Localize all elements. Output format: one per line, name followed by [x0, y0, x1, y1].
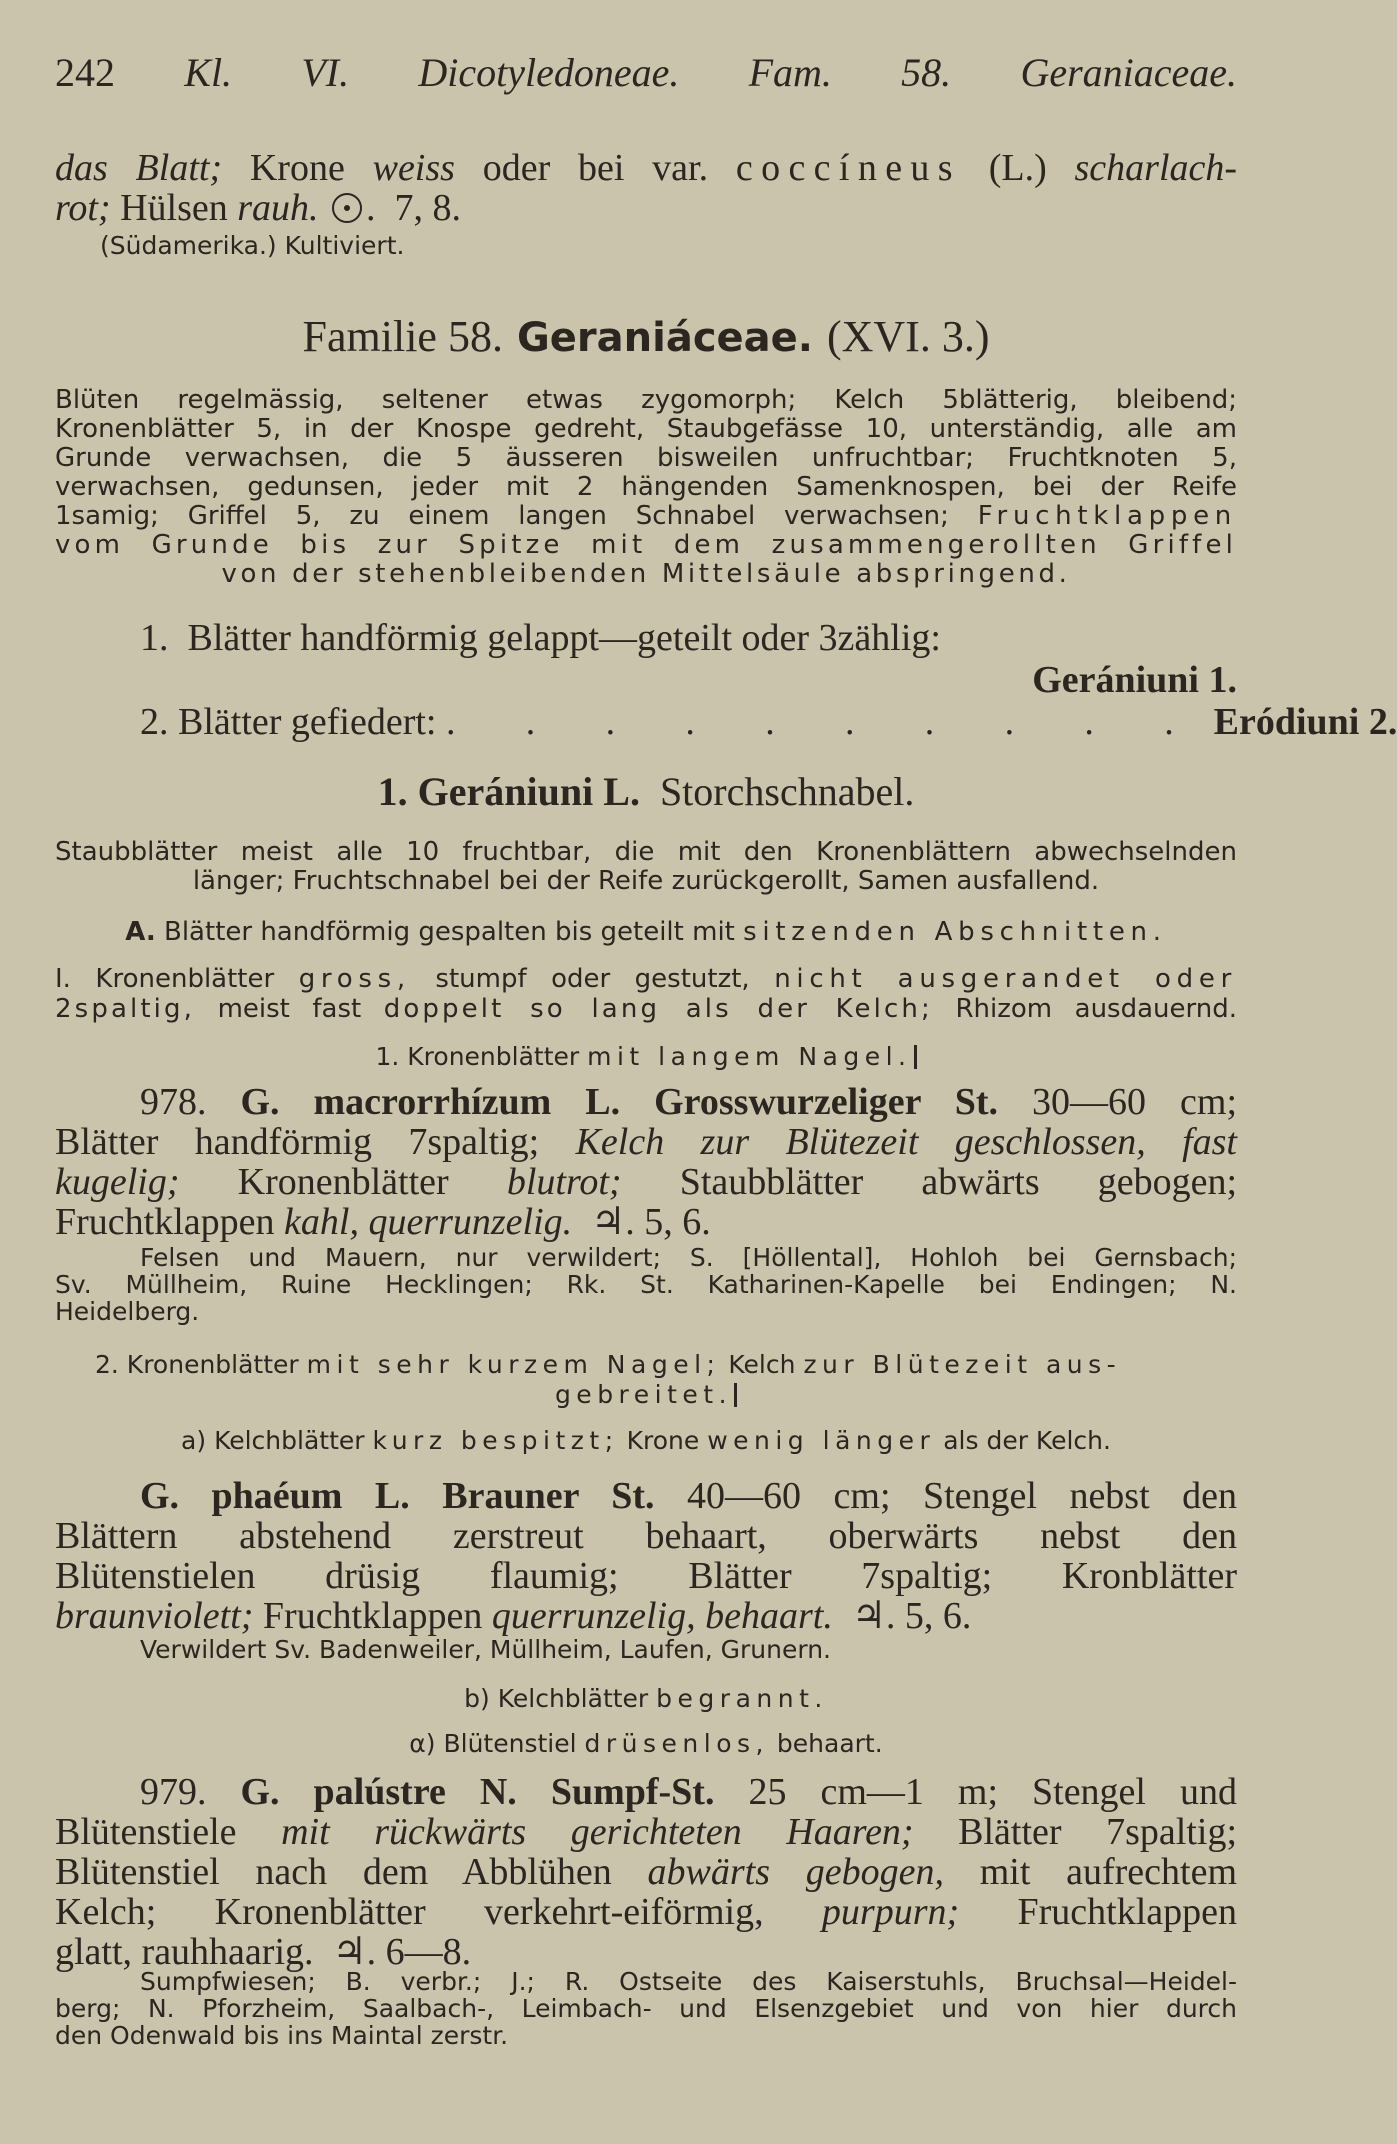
text-fragment: Kelch; Kronenblätter verkehrt-eiförmig,: [55, 1891, 764, 1933]
text-fragment: Krone: [249, 147, 345, 189]
flowering-months: ♃. 5, 6.: [591, 1201, 711, 1243]
text-fragment: mit sehr kurzem Nagel;: [306, 1350, 721, 1379]
header-division: Dicotyledoneae.: [418, 50, 680, 95]
species-common-name: Grosswurzeliger St.: [654, 1081, 999, 1123]
text-fragment: mit rückwärts gerichteten Haaren;: [281, 1811, 914, 1853]
species-979-localities: [55, 1968, 1237, 2049]
subsection-b: [55, 1684, 1237, 1714]
variety-name: coccíneus: [735, 147, 961, 189]
locality-line: Heidelberg.: [55, 1297, 200, 1326]
species-978-localities: [55, 1244, 1237, 1325]
text-line: Blütenstielen drüsig flaumig; Blätter 7spaltig; Kronblätter: [55, 1555, 1237, 1597]
page-number: 242: [55, 50, 115, 95]
text-fragment: 2spaltig,: [55, 994, 196, 1024]
text-fragment: b) Kelchblätter: [464, 1684, 649, 1713]
family-description: [55, 386, 1237, 589]
text-fragment: glatt, rauhhaarig.: [55, 1931, 314, 1973]
description-line: Fruchtklappen: [977, 501, 1238, 531]
key-leader-dots: . . . . . . . . . .: [446, 701, 1205, 743]
subsection-text: 1. Kronenblätter: [375, 1042, 580, 1071]
text-fragment: Hülsen: [120, 187, 228, 229]
text-fragment: a) Kelchblätter: [181, 1426, 365, 1455]
species-name: G. macrorrhízum L.: [240, 1081, 621, 1123]
subsection-alpha: [55, 1729, 1237, 1759]
section-a: [55, 917, 1237, 947]
text-fragment: α) Blütenstiel: [409, 1729, 577, 1758]
text-fragment: nicht ausgerandet oder: [774, 964, 1238, 994]
text-fragment: Blätter handförmig 7spaltig;: [55, 1121, 540, 1163]
annual-symbol-icon: [332, 193, 362, 223]
locality-line: berg; N. Pforzheim, Saalbach-, Leimbach- und Elsenzgebiet und von hier durch: [55, 1994, 1237, 2023]
section-emphasis: sitzenden Abschnitten.: [743, 917, 1167, 947]
key-text: Blätter handförmig gelappt—geteilt oder 3zählig:: [187, 617, 941, 659]
section-i: [55, 964, 1237, 1024]
species-phaeum-localities: [55, 1636, 1237, 1663]
genus-name: 1. Gerániuni L.: [377, 769, 640, 814]
text-fragment: wenig länger: [707, 1426, 936, 1455]
text-fragment: 2. Kronenblätter: [95, 1350, 299, 1379]
species-common-name: Brauner St.: [442, 1475, 655, 1517]
key-number: 2.: [140, 701, 169, 743]
locality-line: Sv. Müllheim, Ruine Hecklingen; Rk. St. Katharinen-Kapelle bei Endingen; N.: [55, 1270, 1237, 1299]
text-fragment: blutrot;: [506, 1161, 622, 1203]
flowering-months: ♃. 5, 6.: [851, 1595, 972, 1637]
text-fragment: meist fast: [217, 994, 362, 1024]
text-fragment: Kelch zur Blütezeit geschlossen, fast: [575, 1121, 1237, 1163]
locality-line: Felsen und Mauern, nur verwildert; S. [Höllental], Hohloh bei Gernsbach;: [140, 1243, 1237, 1272]
subsection-emphasis: mit langem Nagel.: [587, 1042, 912, 1071]
genus-common-name: Storchschnabel.: [659, 769, 915, 814]
species-phaeum: [55, 1476, 1237, 1636]
text-fragment: rot;: [55, 187, 111, 229]
locality-line: Verwildert Sv. Badenweiler, Müllheim, Laufen, Grunern.: [140, 1635, 831, 1664]
text-fragment: Fruchtklappen: [55, 1201, 275, 1243]
subsection-2: [55, 1350, 1237, 1410]
description-line: länger; Fruchtschnabel bei der Reife zurückgerollt, Samen ausfallend.: [192, 866, 1100, 896]
species-name: G. palústre N.: [240, 1771, 517, 1813]
family-name: Geraniáceae.: [516, 315, 813, 361]
header-family-name: Geraniaceae.: [1020, 50, 1238, 95]
family-prefix: Familie 58.: [302, 312, 503, 361]
text-fragment: Staubblätter abwärts gebogen;: [679, 1161, 1238, 1203]
text-fragment: Blütenstiele: [55, 1811, 237, 1853]
species-979: [55, 1772, 1237, 1972]
text-fragment: braunviolett;: [55, 1595, 254, 1637]
flowering-months: 7, 8.: [394, 187, 462, 229]
key-number: 1.: [140, 617, 169, 659]
text-fragment: behaart.: [776, 1729, 883, 1758]
text-fragment: zur Blütezeit aus-: [803, 1350, 1122, 1379]
key-genus: Eródiuni 2.: [1213, 701, 1397, 743]
description-line: Staubblätter meist alle 10 fruchtbar, die mit den Kronenblättern abwechselnden: [55, 837, 1237, 867]
text-fragment: Kelch: [728, 1350, 796, 1379]
species-size: 25 cm—1 m; Stengel und: [748, 1771, 1237, 1813]
distribution-note: (Südamerika.) Kultiviert.: [100, 231, 405, 260]
text-fragment: Kronenblätter: [237, 1161, 449, 1203]
section-label: A.: [125, 917, 156, 947]
text-fragment: Krone: [626, 1426, 700, 1455]
description-line: Kronenblätter 5, in der Knospe gedreht, Staubgefässe 10, unterständig, alle am: [55, 414, 1237, 444]
species-size: 30—60 cm;: [1032, 1081, 1237, 1123]
carryover-note: [100, 232, 1200, 259]
text-fragment: (L.): [988, 147, 1047, 189]
species-common-name: Sumpf-St.: [550, 1771, 715, 1813]
family-number: (XVI. 3.): [826, 312, 990, 361]
genus-description: [55, 838, 1237, 896]
text-fragment: stumpf oder gestutzt,: [435, 964, 750, 994]
description-line: Grunde verwachsen, die 5 äusseren bisweilen unfruchtbar; Fruchtknoten 5,: [55, 443, 1237, 473]
description-line: 1samig; Griffel 5, zu einem langen Schnabel verwachsen;: [55, 501, 949, 531]
text-fragment: weiss: [372, 147, 455, 189]
species-number: 979.: [140, 1771, 207, 1813]
family-heading: [55, 312, 1237, 363]
species-978: [55, 1082, 1237, 1242]
text-fragment: I. Kronenblätter: [55, 964, 275, 994]
key-genus: Gerániuni 1.: [1032, 659, 1237, 701]
genus-heading: [55, 768, 1237, 816]
text-fragment: als der Kelch.: [943, 1426, 1111, 1455]
description-line: von der stehenbleibenden Mittelsäule abspringend.: [221, 559, 1071, 589]
text-fragment: Fruchtklappen: [262, 1595, 483, 1637]
section-text: Blätter handförmig gespalten bis geteilt mit: [164, 917, 735, 947]
subsection-a: [55, 1426, 1237, 1456]
text-fragment: mit aufrechtem: [979, 1851, 1237, 1893]
text-fragment: kurz bespitzt;: [372, 1426, 619, 1455]
key-text: Blätter gefiedert:: [178, 701, 437, 743]
text-fragment: kugelig;: [55, 1161, 180, 1203]
margin-mark-icon: [734, 1383, 737, 1407]
text-fragment: doppelt so lang als der Kelch;: [383, 994, 933, 1024]
text-fragment: kahl, querrunzelig.: [284, 1201, 573, 1243]
carryover-text: das Blatt; Krone weiss oder bei var. coccíneus (L.) scharlach- rot; Hülsen rauh. . 7, 8.: [55, 147, 1238, 229]
text-line: Blättern abstehend zerstreut behaart, oberwärts nebst den: [55, 1515, 1237, 1557]
text-fragment: drüsenlos,: [584, 1729, 769, 1758]
description-line: vom Grunde bis zur Spitze mit dem zusammengerollten Griffel: [55, 530, 1237, 560]
text-fragment: purpurn;: [821, 1891, 960, 1933]
text-fragment: Blätter 7spaltig;: [958, 1811, 1238, 1853]
header-family: Fam. 58.: [748, 50, 952, 95]
text-fragment: abwärts gebogen,: [647, 1851, 944, 1893]
description-line: Blüten regelmässig, seltener etwas zygomorph; Kelch 5blätterig, bleibend;: [55, 385, 1237, 415]
text-fragment: Rhizom ausdauernd.: [955, 994, 1237, 1024]
text-fragment: das Blatt;: [55, 147, 223, 189]
margin-mark-icon: [914, 1045, 917, 1069]
locality-line: den Odenwald bis ins Maintal zerstr.: [55, 2021, 509, 2050]
genus-key: [55, 617, 1397, 743]
text-fragment: oder bei var.: [482, 147, 709, 189]
text-fragment: gebreitet.: [554, 1380, 733, 1409]
subsection-1: [55, 1042, 1237, 1072]
running-header: [55, 48, 1237, 98]
locality-line: Sumpfwiesen; B. verbr.; J.; R. Ostseite des Kaiserstuhls, Bruchsal—Heidel-: [140, 1967, 1237, 1996]
header-class: Kl. VI.: [184, 50, 350, 95]
text-fragment: begrannt.: [656, 1684, 828, 1713]
text-fragment: scharlach-: [1074, 147, 1238, 189]
text-fragment: Blütenstiel nach dem Abblühen: [55, 1851, 612, 1893]
text-fragment: gross,: [298, 964, 411, 994]
text-fragment: 40—60 cm; Stengel nebst den: [687, 1475, 1237, 1517]
description-line: verwachsen, gedunsen, jeder mit 2 hängenden Samenknospen, bei der Reife: [55, 472, 1237, 502]
book-page: [55, 0, 1397, 2144]
text-fragment: rauh.: [237, 187, 319, 229]
text-fragment: querrunzelig, behaart.: [491, 1595, 833, 1637]
species-number: 978.: [140, 1081, 207, 1123]
flowering-months: ♃. 6—8.: [332, 1931, 472, 1973]
text-fragment: Fruchtklappen: [1017, 1891, 1238, 1933]
species-name: G. phaéum L.: [140, 1475, 410, 1517]
